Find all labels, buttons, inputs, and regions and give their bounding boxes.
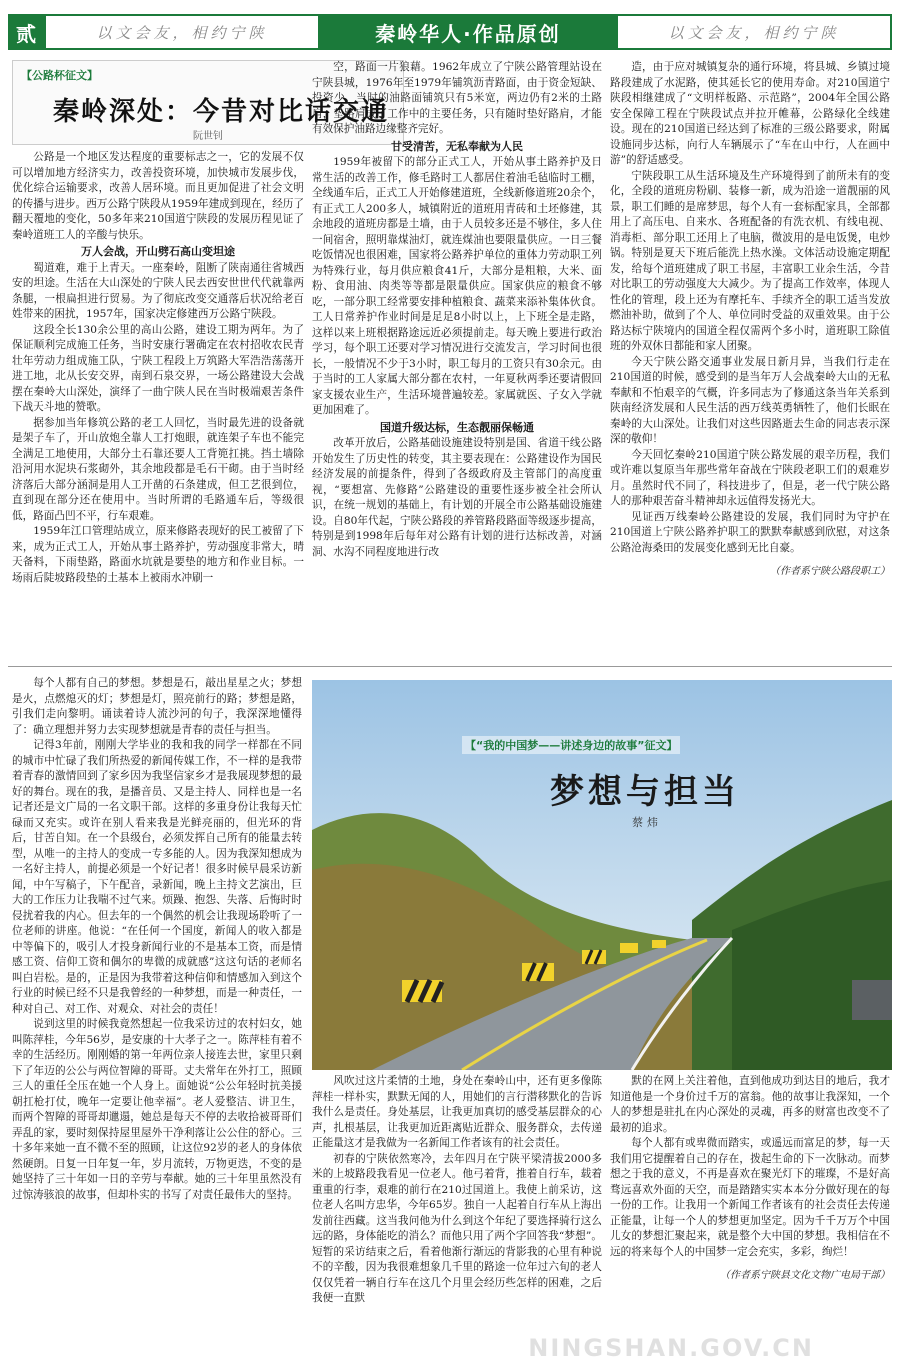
- byline: （作者系宁陕公路段职工）: [770, 566, 890, 577]
- paragraph: 初春的宁陕依然寒冷，去年四月在宁陕平梁清拔2000多米的上坡路段我看见一位老人。他弓着背，推着自行车，载着重重的行李，艰难的前行在210过国道上。我使上前采访，这位老人名叫方忠华，今年65岁。独自一人起着自行车从上海出发前往西藏。这当我问他为什么到这个年纪了要选择骑行这么远的路，身体能吃的消么？而他只用了两个字回答我“梦想”。短暂的采访结束之后，看着他渐行渐远的背影我的心里有种说不的辛酸，因为我很难想象几千里的路途一位年过六旬的老人仅仅凭着一辆自行车在这几个月里会经历些怎样的困难，之后我便一直默: [312, 1152, 602, 1304]
- article1-author: 阮世钊: [193, 131, 223, 142]
- paragraph: 蜀道难，难于上青天。一座秦岭，阻断了陕南通往省城西安的坦途。生活在大山深处的宁陕人民去西安世世代代就靠两条腿，一根扁担进行贸易。为了彻底改变交通落后状况给老百姓带来的困扰，1957年，国家决定修建西万公路宁陕段。: [12, 261, 304, 320]
- article1-column-2: [312, 60, 602, 658]
- article1-tag: 【公路杯征文】: [21, 69, 98, 82]
- paragraph: 风吹过这片柔情的土地，身处在秦岭山中，还有更多像陈萍桂一样朴实，默默无闻的人，用她们的言行潜移默化的告诉我什么是责任。身处基层，让我更加真切的感受基层群众的心声，扎根基层，让我更加近距离贴近群众、服务群众，去传递正能量这才是我做为一名新闻工作者该有的社会责任。: [312, 1075, 602, 1149]
- paragraph: 造，由于应对城镇复杂的通行环境，将县城、乡镇过境路段建成了水泥路，使其延长它的使用寿命。对210国道宁陕段相继建成了“文明样板路、示范路”，2004年全国公路安全保障工程在宁陕段试点并拉开帷幕，公路绿化全线建设。现在的210国道已经达到了标准的三级公路要求，附属设施同步达标，向行人车辆展示了“车在山中行，人在画中游”的舒适感受。: [610, 61, 890, 166]
- paragraph: 宁陕段职工从生活环境及生产环境得到了前所未有的变化，全段的道班房粉刷、装修一新，成为沿途一道靓丽的风景，职工们睡的是席梦思，每个人有一套标配家具，全部都用上了高压电、自来水、各班配备的有洗衣机、有线电视、消毒柜、部分职工还用上了电脑，微波用的是电饭煲，电炒锅。特别是夏天下班后能洗上热水澡。文体活动设施定期配发，给每个道班建成了职工书屋，丰富职工业余生活，今昔对比职工的劳动强度大大减少。为了提高工作效率，体现人性化的管理，段上还为有摩托车、手续齐全的职工适当发放燃油补助，做到了个人、单位同时受益的双重效果。由于公路达标宁陕境内的国道全程仅需两个多小时，道班职工除值班的外双休日都能和家人团聚。: [610, 169, 890, 352]
- paragraph: 今天宁陕公路交通事业发展日新月异，当我们行走在210国道的时候，感受到的是当年万人会战秦岭大山的无私奉献和不怕艰辛的气概，许多同志为了修通这条当年关系到陕南经济发展和人民生活的西万线英勇牺牲了，他们长眠在秦岭的大山深处。让我们对这些因路逝去生命的同志表示深深的敬仰！: [610, 355, 890, 445]
- section-title: 秦岭华人·作品原创: [318, 14, 618, 50]
- byline: （作者系宁陕县文化文物广电局干部）: [720, 1270, 890, 1281]
- paragraph: 这段全长130余公里的高山公路，建设工期为两年。为了保证顺利完成施工任务，当时安康行署确定在农村招收农民青壮年劳动力组成施工队，宁陕工程段上万筑路大军浩浩荡荡开进工地，北从长安交界，南到石泉交界，一场公路建设大会战摆在秦岭大山深处，演绎了一曲宁陕人民在当时极端艰苦条件下战天斗地的赞歌。: [12, 323, 304, 413]
- paragraph: 见证西万线秦岭公路建设的发展，我们同时为守护在210国道上宁陕公路养护职工的默默奉献感到欣慰，对这条公路沧海桑田的发展变化感到无比自豪。: [610, 510, 890, 554]
- article2-title: 梦想与担当: [550, 772, 740, 812]
- article1-column-3: [610, 60, 890, 658]
- watermark: NINGSHAN.GOV.CN: [528, 1334, 814, 1362]
- section-divider: [8, 666, 892, 667]
- subheading: 甘受清苦，无私奉献为人民: [391, 139, 523, 153]
- article2-column-2: [312, 1074, 602, 1366]
- subheading: 国道升级达标，生态靓丽保畅通: [380, 420, 534, 434]
- paragraph: 今天回忆秦岭210国道宁陕公路发展的艰辛历程，我们或许难以复原当年那些常年奋战在宁陕段老职工们的艰难岁月。虽然时代不同了，科技进步了，但是，老一代宁陕公路人的那种艰苦奋斗精神却永远值得发扬光大。: [610, 448, 890, 507]
- article2-tag: 【“我的中国梦——讲述身边的故事”征文】: [462, 736, 680, 754]
- paragraph: 空，路面一片狼藉。1962年成立了宁陕公路管理站设在宁陕县城，1976年至1979年铺筑沥青路面，由于资金短缺、投资少，当时的油路面铺筑只有5米宽，两边仍有2米的土路肩，垫路肩成了工作中的主要任务，只有随时垫好路肩，才能有效保护油路边缘整齐完好。: [312, 61, 602, 135]
- article1-column-1: [12, 150, 304, 658]
- article2-photo: [312, 680, 892, 1070]
- page-number: 贰: [8, 14, 44, 50]
- page-header: [8, 14, 892, 50]
- paragraph: 改革开放后，公路基础设施建设特别是国、省道干线公路开始发生了历史性的转变，其主要表现在：公路建设作为国民经济发展的前提条件，得到了各级政府及主管部门的高度重视，“要想富、先修路”公路建设的重要性逐步被全社会所认识，在统一规划的基础上，有计划的开展全市公路基础设施建设。自80年代起，宁陕公路段的养管路段路面等级逐步提高，特别是到1998年后每年对公路有计划的进行达标改善，对涵洞、水沟不同程度地进行改: [312, 437, 602, 558]
- slogan-left: 以文会友，相约宁陕: [44, 14, 318, 50]
- paragraph: 每个人都有自己的梦想。梦想是石，敲出星星之火；梦想是火，点燃熄灭的灯；梦想是灯，照亮前行的路；梦想是路，引我们走向黎明。诵读着诗人流沙河的句子，我深深地懂得了：确立理想并努力去实现梦想就是青春的责任与担当。: [12, 677, 302, 736]
- article1-title: 秦岭深处：今昔对比话交通: [53, 97, 390, 127]
- article2-author: 蔡炜: [632, 816, 662, 829]
- paragraph: 公路是一个地区发达程度的重要标志之一，它的发展不仅可以增加地方经济实力，改善投资环境，加快城市发展步伐，优化综合运输要求，改善人居环境。而且更加促进了社会文明的传播与进步。西万公路宁陕段从1959年建成到现在，经历了翻天覆地的变化，50多年来210国道宁陕段的发展历程见证了秦岭道班工人的辛酸与快乐。: [12, 151, 304, 241]
- paragraph: 1959年被留下的部分正式工人，开始从事土路养护及日常生活的改善工作，修毛路时工人都居住着油毛毡临时工棚，全线通车后，正式工人开始修建道班，全线新修道班20余个，有正式工人200多人，城镇附近的道班用青砖和土坯修建，其余地段的道班房都是土墙，由于人员较多还是不够住，多人住一间宿舍，照明靠煤油灯，就连煤油也要限量供应。一日三餐吃饭情况也很困难，国家将公路养护单位的重体力劳动职工列为特殊行业，每月供应粮食41斤，大部分是粗粮，大米、面粉、食用油、肉类等等都是限量供应。国家供应的粮食不够吃，一部分职工经常要安排种植粮食、蔬菜来添补集体伙食。工人日常养护作业时间是足足8小时以上，上下班全是走路，这样以来上班根据路途远近必须提前走。每天晚上要进行政治学习，每个职工还要对学习情况进行交流发言，学习时间也很长，一般情况不少于3小时，职工每月的工资只有30余元。由于当时的工人家属大部分都在农村，一年夏秋两季还要请假回家支援农业生产，生活环境普遍较差。家属就医、子女入学就更加困难了。: [312, 156, 602, 416]
- paragraph: 每个人都有或卑微而踏实，或遥远而富足的梦，每一天我们用它提醒着自己的存在，拨起生命的下一次脉动。而梦想之于我的意义，不再是喜欢在聚光灯下的璀璨，不是好高骛远喜欢外面的天空，而是踏踏实实本本分分做好现在的每一份的工作。让我用一个新闻工作者该有的社会责任去传递正能量，让每一个人的梦想更加坚定。因为千千万万个中国儿女的梦想汇聚起来，就是整个大中国的梦想。我相信在不远的将来每个人的中国梦一定会充实，多彩，绚烂！: [610, 1137, 890, 1258]
- paragraph: 说到这里的时候我竟然想起一位我采访过的农村妇女，她叫陈萍桂，今年56岁，是安康的十大孝子之一。陈萍桂有着不幸的生活经历。刚刚婚的第一年两位亲人接连去世，家里只剩下了年迈的公公与两位智障的哥哥。丈夫常年在外打工，照顾三人的重任全压在她一个人身上。面她说“公公年轻时抗美援朝扛枪打仗，晚年一定要让他幸福”。老人爱整洁、讲卫生，而两个智障的哥哥却邋遢，她总是每天不停的去收拾被哥哥们弄乱的家，要时刻保持屋里屋外干净利落让公公住的舒心。三十多年来她一直不微不至的照顾，让这位92岁的老人的身体依然硬朗。日复一日年复一年，岁月流转，万物更迭，不变的是她坚持了三十年如一日的辛劳与奉献。她的三十年里虽然没有过惊涛骇浪的故事，但却朴实的书写了对责任最伟大的坚持。: [12, 1018, 302, 1201]
- article2-column-1: [12, 676, 302, 1366]
- paragraph: 1959年江口管理站成立，原来修路表现好的民工被留了下来，成为正式工人，开始从事土路养护，劳动强度非常大，晴天备料，下雨垫路，路面水坑就是要垫的地方和作业目标。一场雨后陡坡路段垫的土基本上被雨水冲刷一: [12, 525, 304, 584]
- article2-column-3: [610, 1074, 890, 1366]
- paragraph: 记得3年前，刚刚大学毕业的我和我的同学一样都在不同的城市中忙碌了我们所热爱的新闻传媒工作，不一样的是我带着青春的激情回到了家乡因为我坚信家乡才是我展现梦想的最好的舞台。现在的我，是播音员、又是主持人、同样也是一名记者还是文广局的一名文职干部。这样的多重身份让我每天忙碌而又充实。或许在别人看来我是光鲜亮丽的，但光环的背后，甘苦自知。在一个县级台，必须发挥自己所有的能量去转型，从唯一的主持人的变成一专多能的人。因为我深知想成为一名好主持人，前提必须是一个好记者！很多时候早晨采访新闻，中午写稿子，下午配音，录新闻，晚上主持文艺演出，巨大的工作压力让我喘不过气来。烦躁、抱怨、失落、后悔时时侵扰着我的内心。但去年的一个偶然的机会让我现场聆听了一位老师的讲座。他说：“在任何一个国度，新闻人的收入都是中等偏下的，吸引人才投身新闻行业的不是基本工资，而是情感工资、信仰工资和偶尔的卑微的成就感”这这句话的老师名叫白岩松。是的，正是因为我带着这种信仰和情感加入到这个行业的时候已经不只是我曾经的一种梦想，而是一种责任，一种对自己、对工作、对观众、对社会的责任！: [12, 739, 302, 1015]
- paragraph: 默的在网上关注着他，直到他成功到达目的地后，我才知道他是一个身价过千万的富翁。他的故事让我深知，一个人的梦想是驻扎在内心深处的灵魂，再多的财富也改变不了最初的追求。: [610, 1075, 890, 1134]
- paragraph: 据参加当年修筑公路的老工人回忆，当时最先进的设备就是架子车了，开山放炮全靠人工打炮眼，就连架子车也不能完全满足工地使用，大部分土石靠还要人工背篼扛挑。挡土墙除沿河用水泥块石浆砌外，其余地段都是毛石干砌。由于当时经济落后大部分涵洞是用人工开凿的石条建成，但工艺很到位，直到现在部分还在使用中。当时所谓的毛路通车后，等级很低，路面凸凹不平，行车艰难。: [12, 416, 304, 522]
- slogan-right: 以文会友，相约宁陕: [618, 14, 892, 50]
- subheading: 万人会战，开山劈石高山变坦途: [81, 245, 235, 258]
